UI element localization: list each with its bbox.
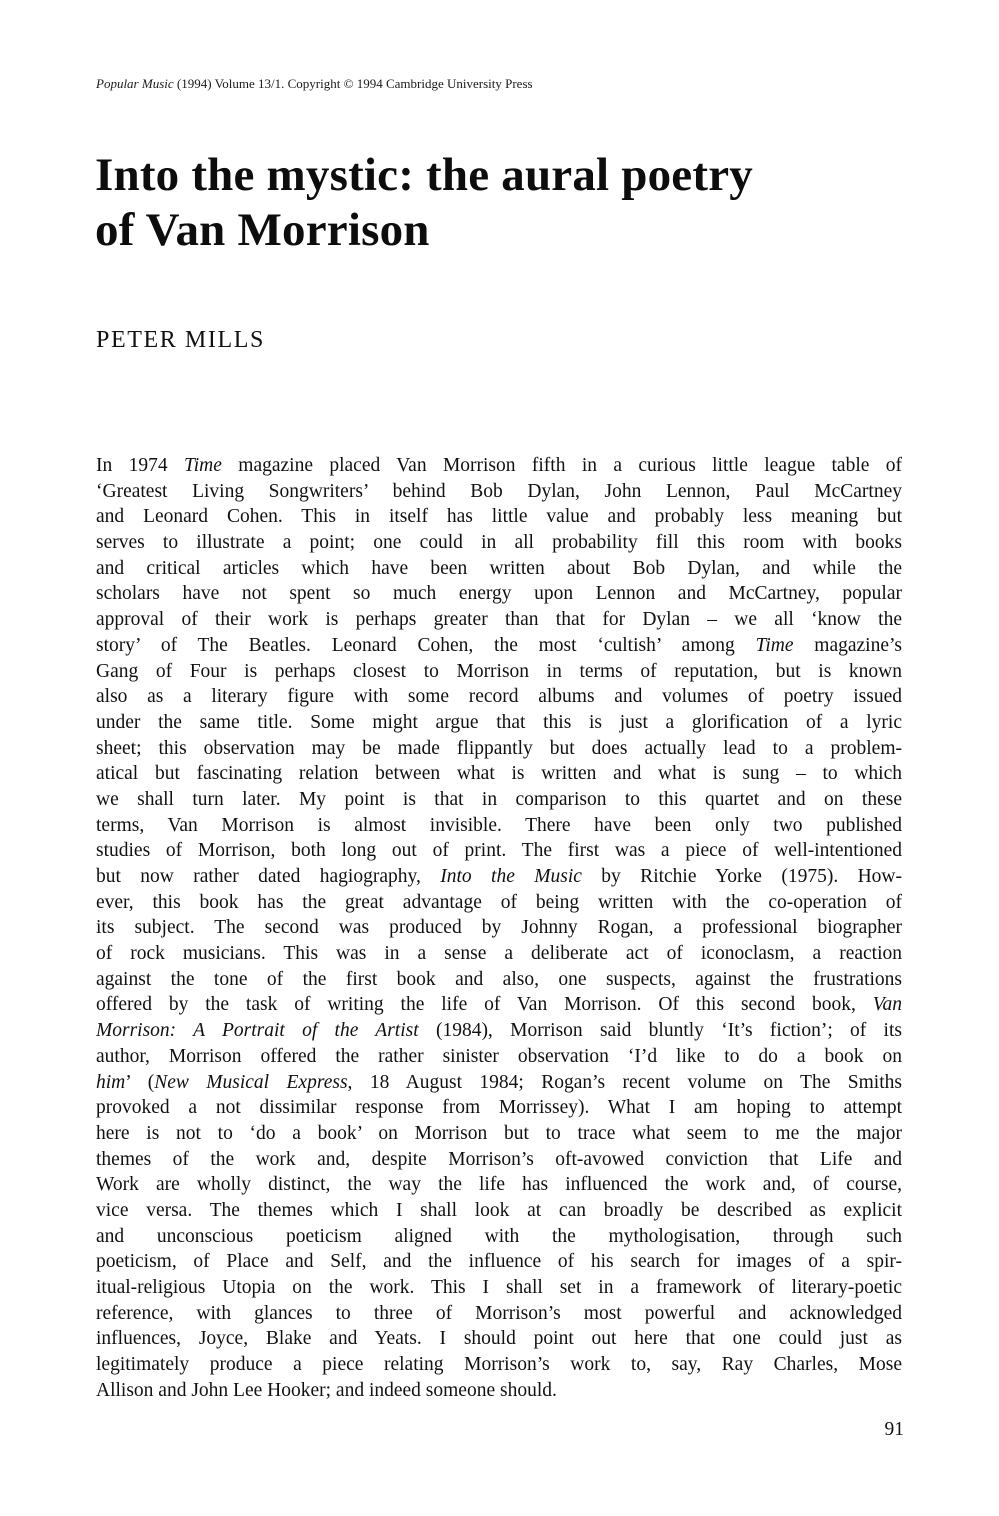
text-run: poeticism, of Place and Self, and the influence of his search for images of a spir- — [96, 1251, 902, 1273]
text-run: under the same title. Some might argue that this is just a glorification of a lyric — [96, 711, 902, 733]
text-run: legitimately produce a piece relating Morrison’s work to, say, Ray Charles, Mose — [96, 1354, 902, 1376]
text-run: atical but fascinating relation between what is written and what is sung – to which — [96, 763, 902, 785]
text-line — [96, 864, 902, 890]
text-run: influences, Joyce, Blake and Yeats. I should point out here that one could just as — [96, 1328, 902, 1350]
text-run: ever, this book has the great advantage of being written with the co-operation of — [96, 891, 902, 913]
text-run: its subject. The second was produced by Johnny Rogan, a professional biographer — [96, 917, 902, 939]
italic-run: Van — [872, 994, 902, 1016]
text-run: Gang of Four is perhaps closest to Morrison in terms of reputation, but is known — [96, 660, 902, 682]
text-line — [96, 967, 902, 993]
text-line — [96, 1224, 902, 1250]
text-run: magazine placed Van Morrison fifth in a curious little league table of — [221, 455, 902, 476]
text-run: we shall turn later. My point is that in comparison to this quartet and on these — [96, 788, 902, 810]
text-run: reference, with glances to three of Morrison’s most powerful and acknowledged — [96, 1302, 902, 1324]
text-line — [96, 813, 902, 839]
text-run: magazine’s — [793, 634, 902, 656]
text-line — [96, 992, 902, 1018]
text-line — [96, 504, 902, 530]
text-run: ‘Greatest Living Songwriters’ behind Bob Dylan, John Lennon, Paul McCartney — [96, 480, 902, 502]
text-line — [96, 453, 902, 479]
text-run: provoked a not dissimilar response from Morrissey). What I am hoping to attempt — [96, 1097, 902, 1119]
article-title-line-2: of Van Morrison — [95, 204, 430, 256]
text-run: approval of their work is perhaps greater than that for Dylan – we all ‘know the — [96, 609, 902, 631]
text-line — [96, 890, 902, 916]
italic-run: him — [96, 1071, 126, 1093]
text-line — [96, 915, 902, 941]
text-line — [96, 556, 902, 582]
text-run: and unconscious poeticism aligned with the mythologisation, through such — [96, 1225, 902, 1247]
text-run: vice versa. The themes which I shall look at can broadly be described as explicit — [96, 1199, 902, 1221]
text-line — [96, 479, 902, 505]
italic-run: New Musical Express — [154, 1071, 348, 1093]
text-run: here is not to ‘do a book’ on Morrison but to trace what seem to me the major — [96, 1122, 902, 1144]
text-run: studies of Morrison, both long out of print. The first was a piece of well-intentioned — [96, 840, 902, 862]
text-line — [96, 1018, 902, 1044]
text-line — [96, 659, 902, 685]
article-title — [95, 148, 915, 258]
text-line — [96, 838, 902, 864]
text-run: by Ritchie Yorke (1975). How- — [581, 866, 902, 887]
text-run: themes of the work and, despite Morrison’s oft-avowed conviction that Life and — [96, 1148, 902, 1170]
citation-info: (1994) Volume 13/1. Copyright © 1994 Cambridge University Press — [176, 76, 533, 91]
text-line — [96, 1301, 902, 1327]
text-run: story’ of The Beatles. Leonard Cohen, the most ‘cultish’ among — [96, 634, 756, 656]
text-line — [96, 710, 902, 736]
text-run: sheet; this observation may be made flippantly but does actually lead to a problem- — [96, 737, 902, 759]
text-run: author, Morrison offered the rather sinister observation ‘I’d like to do a book on — [96, 1045, 902, 1067]
running-head — [96, 76, 533, 92]
page-number: 91 — [884, 1419, 904, 1440]
text-line — [96, 1352, 902, 1378]
text-line — [96, 941, 902, 967]
text-run: (1984), Morrison said bluntly ‘It’s fiction’; of its — [418, 1020, 902, 1042]
italic-run: Into the Music — [440, 866, 582, 887]
italic-run: Time — [183, 455, 222, 476]
text-line — [96, 1326, 902, 1352]
text-line — [96, 581, 902, 607]
author-name: PETER MILLS — [96, 327, 265, 353]
text-line — [96, 1121, 902, 1147]
text-run: against the tone of the first book and also, one suspects, against the frustrations — [96, 968, 902, 990]
italic-run: Time — [755, 634, 794, 656]
text-line — [96, 530, 902, 556]
text-run: Work are wholly distinct, the way the life has influenced the work and, of course, — [96, 1174, 902, 1196]
text-run: serves to illustrate a point; one could in all probability fill this room with books — [96, 532, 902, 554]
text-run: Allison and John Lee Hooker; and indeed someone should. — [96, 1379, 557, 1401]
text-run: of rock musicians. This was in a sense a deliberate act of iconoclasm, a reaction — [96, 943, 902, 965]
text-run: and critical articles which have been written about Bob Dylan, and while the — [96, 557, 902, 579]
text-run: but now rather dated hagiography, — [96, 866, 441, 887]
text-run: terms, Van Morrison is almost invisible. There have been only two published — [96, 814, 902, 836]
text-run: offered by the task of writing the life of Van Morrison. Of this second book, — [96, 994, 873, 1016]
text-run: , 18 August 1984; Rogan’s recent volume on The Smiths — [347, 1071, 902, 1093]
text-line — [96, 1378, 902, 1404]
text-run: and Leonard Cohen. This in itself has little value and probably less meaning but — [96, 506, 902, 528]
text-line — [96, 1172, 902, 1198]
italic-run: Morrison: A Portrait of the Artist — [96, 1020, 419, 1042]
text-line — [96, 736, 902, 762]
text-line — [96, 633, 902, 659]
text-line — [96, 1249, 902, 1275]
text-run: also as a literary figure with some record albums and volumes of poetry issued — [96, 686, 902, 708]
text-line — [96, 1044, 902, 1070]
text-run: scholars have not spent so much energy upon Lennon and McCartney, popular — [96, 583, 902, 605]
text-line — [96, 684, 902, 710]
text-line — [96, 1275, 902, 1301]
text-line — [96, 1147, 902, 1173]
text-line — [96, 787, 902, 813]
text-line — [96, 761, 902, 787]
text-run: In 1974 — [96, 455, 184, 476]
text-line — [96, 1095, 902, 1121]
text-run: itual-religious Utopia on the work. This I shall set in a framework of literary-poetic — [96, 1277, 902, 1298]
body-paragraph — [96, 453, 902, 1403]
text-line — [96, 607, 902, 633]
article-title-line-1: Into the mystic: the aural poetry — [95, 149, 753, 201]
text-line — [96, 1198, 902, 1224]
text-line — [96, 1070, 902, 1096]
text-run: ’ ( — [125, 1071, 155, 1093]
journal-name: Popular Music — [96, 76, 174, 91]
